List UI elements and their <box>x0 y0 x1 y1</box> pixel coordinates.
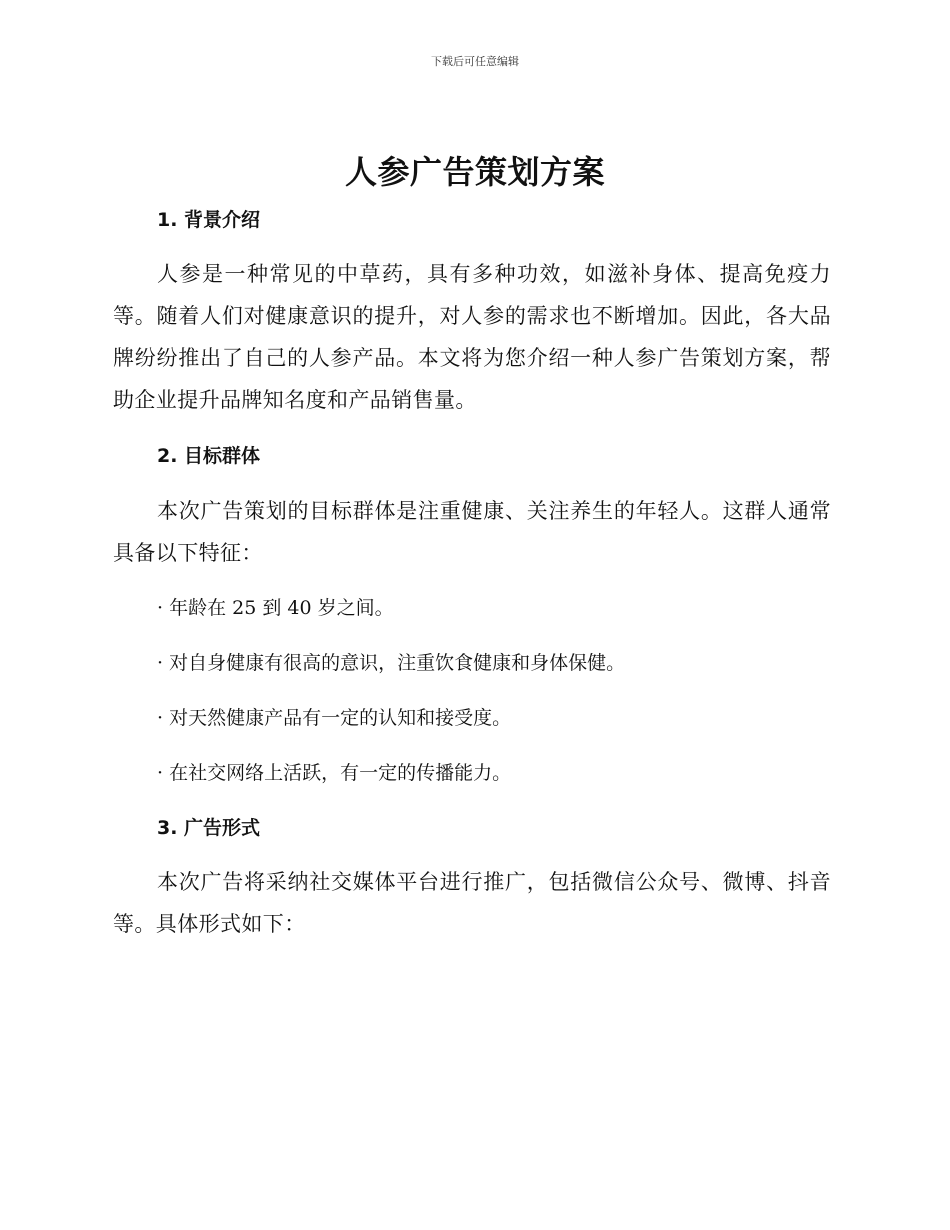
paragraph-background: 人参是一种常见的中草药，具有多种功效，如滋补身体、提高免疫力等。随着人们对健康意识的提升，对人参的需求也不断增加。因此，各大品牌纷纷推出了自己的人参产品。本文将为您介绍一种人参广告策划方案，帮助企业提升品牌知名度和产品销售量。 <box>113 262 831 412</box>
section-heading-background: 1. 背景介绍 <box>157 209 261 231</box>
paragraph-target-group: 本次广告策划的目标群体是注重健康、关注养生的年轻人。这群人通常具备以下特征： <box>113 499 831 565</box>
paragraph-ad-format: 本次广告将采纳社交媒体平台进行推广，包括微信公众号、微博、抖音等。具体形式如下： <box>113 870 831 936</box>
bullet-item-age: · 年龄在 25 到 40 岁之间。 <box>157 597 394 619</box>
section-heading-ad-format: 3. 广告形式 <box>157 817 261 839</box>
bullet-item-social-network: · 在社交网络上活跃，有一定的传播能力。 <box>157 762 512 784</box>
document-title: 人参广告策划方案 <box>344 153 605 191</box>
header-note: 下载后可任意编辑 <box>431 55 519 68</box>
section-heading-target-group: 2. 目标群体 <box>157 445 261 467</box>
bullet-item-natural-products: · 对天然健康产品有一定的认知和接受度。 <box>157 707 512 729</box>
bullet-item-health-awareness: · 对自身健康有很高的意识，注重饮食健康和身体保健。 <box>157 652 626 674</box>
